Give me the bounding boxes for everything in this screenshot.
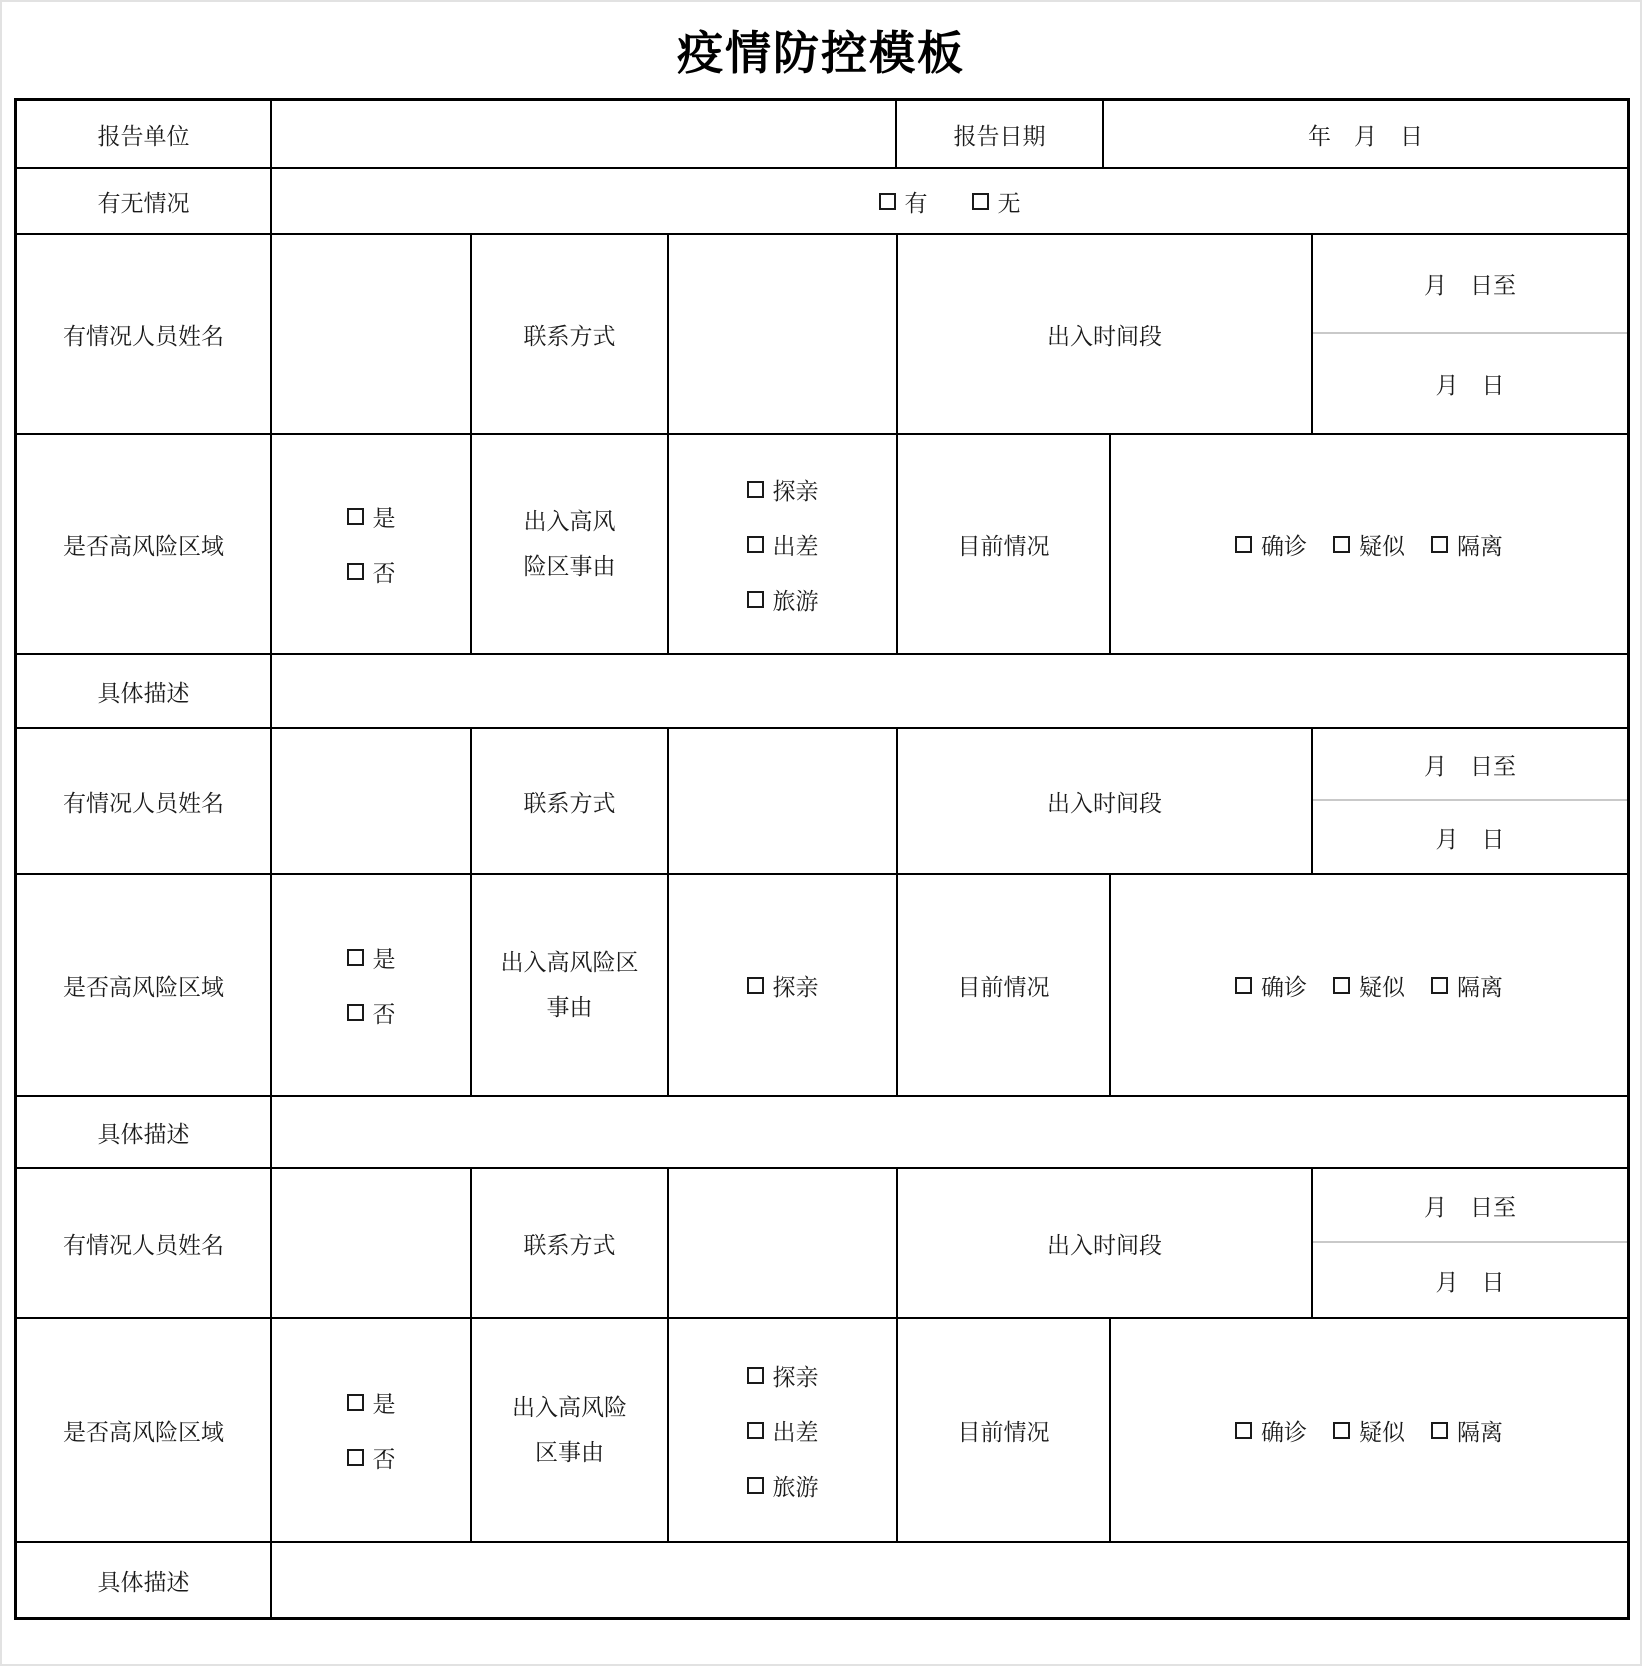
current-option-suspected[interactable]	[1333, 528, 1405, 561]
option-label: 是	[372, 505, 396, 531]
option-label: 疑似	[1359, 532, 1405, 559]
reason-options-cell	[667, 435, 896, 653]
checkbox-icon[interactable]	[972, 193, 989, 210]
period-to[interactable]: 月 日	[1435, 1268, 1505, 1295]
contact-label: 联系方式	[470, 729, 667, 873]
title-bar	[14, 2, 1628, 98]
current-option-isolated[interactable]	[1431, 528, 1503, 561]
period-to[interactable]: 月 日	[1435, 372, 1505, 398]
description-row	[17, 1095, 1627, 1167]
description-row	[17, 1541, 1627, 1617]
option-label: 探亲	[772, 1363, 819, 1390]
option-label: 是	[372, 946, 396, 972]
checkbox-icon[interactable]	[879, 193, 896, 210]
option-label: 确诊	[1261, 532, 1307, 559]
option-label: 探亲	[772, 477, 819, 504]
option-label: 旅游	[772, 587, 819, 614]
status-row	[17, 167, 1627, 233]
reason-label-line1: 出入高风险	[512, 1394, 627, 1421]
person-row	[17, 233, 1627, 433]
option-label: 隔离	[1457, 973, 1503, 1000]
reason-options-cell	[667, 1319, 896, 1541]
current-status-options-cell	[1109, 1319, 1627, 1541]
report-header-row	[17, 101, 1627, 167]
page-title: 疫情防控模板	[677, 27, 965, 79]
checkbox-icon[interactable]	[747, 977, 764, 994]
risk-option-no[interactable]	[347, 996, 396, 1029]
checkbox-icon[interactable]	[747, 591, 764, 608]
reason-options-cell	[667, 875, 896, 1095]
option-label: 出差	[772, 1418, 819, 1445]
description-row	[17, 653, 1627, 727]
period-from[interactable]: 月 日至	[1313, 1169, 1627, 1243]
person-name-label: 有情况人员姓名	[63, 789, 224, 816]
period-range-cell	[1311, 729, 1627, 873]
checkbox-icon[interactable]	[347, 563, 364, 580]
current-option-suspected[interactable]	[1333, 1414, 1405, 1447]
checkbox-icon[interactable]	[347, 508, 364, 525]
option-label: 出差	[772, 532, 819, 559]
current-option-isolated[interactable]	[1431, 969, 1503, 1002]
reason-option-visit[interactable]	[747, 473, 819, 506]
reason-option-travel[interactable]	[747, 1469, 819, 1502]
option-label: 确诊	[1261, 1418, 1307, 1445]
checkbox-icon[interactable]	[747, 481, 764, 498]
description-label: 具体描述	[97, 1568, 190, 1595]
risk-option-no[interactable]	[347, 555, 396, 588]
reason-label-line2: 险区事由	[523, 553, 616, 579]
option-label: 隔离	[1457, 532, 1503, 559]
reason-option-travel[interactable]	[747, 583, 819, 616]
checkbox-icon[interactable]	[1235, 536, 1252, 553]
person-row	[17, 1167, 1627, 1317]
person-name-input[interactable]	[270, 1169, 470, 1317]
risk-row	[17, 873, 1627, 1095]
person-name-label: 有情况人员姓名	[63, 1231, 224, 1258]
reason-option-visit[interactable]	[747, 1359, 819, 1392]
form-table	[14, 98, 1630, 1620]
description-input[interactable]	[270, 1543, 1627, 1617]
person-name-label: 有情况人员姓名	[63, 322, 224, 349]
checkbox-icon[interactable]	[747, 536, 764, 553]
current-status-label: 目前情况	[896, 435, 1109, 653]
person-name-input[interactable]	[270, 235, 470, 433]
option-label: 隔离	[1457, 1418, 1503, 1445]
risk-option-no[interactable]	[347, 1441, 396, 1474]
checkbox-icon[interactable]	[1235, 977, 1252, 994]
checkbox-icon[interactable]	[1431, 1422, 1448, 1439]
risk-option-yes[interactable]	[347, 941, 396, 974]
reason-option-visit[interactable]	[747, 969, 819, 1002]
period-range-cell	[1311, 1169, 1627, 1317]
option-label: 疑似	[1359, 1418, 1405, 1445]
current-status-options-cell	[1109, 435, 1627, 653]
risk-row	[17, 1317, 1627, 1541]
status-option-no[interactable]	[972, 185, 1021, 218]
period-label: 出入时间段	[896, 235, 1311, 433]
person-row	[17, 727, 1627, 873]
checkbox-icon[interactable]	[1333, 536, 1350, 553]
reason-label	[470, 435, 667, 653]
option-label: 旅游	[772, 1473, 819, 1500]
risk-option-yes[interactable]	[347, 1386, 396, 1419]
description-input[interactable]	[270, 655, 1627, 727]
reason-label-line1: 出入高风	[523, 508, 616, 535]
checkbox-icon[interactable]	[347, 1449, 364, 1466]
option-label: 确诊	[1261, 973, 1307, 1000]
checkbox-icon[interactable]	[347, 1394, 364, 1411]
risk-option-yes[interactable]	[347, 500, 396, 533]
checkbox-icon[interactable]	[1235, 1422, 1252, 1439]
current-option-confirmed[interactable]	[1235, 969, 1307, 1002]
period-label: 出入时间段	[896, 1169, 1311, 1317]
reason-label-line2: 区事由	[535, 1439, 604, 1465]
description-input[interactable]	[270, 1097, 1627, 1167]
report-date-input[interactable]: 年 月 日	[1102, 101, 1627, 167]
risk-yes-no-cell	[270, 875, 470, 1095]
period-label: 出入时间段	[896, 729, 1311, 873]
option-label: 无	[997, 189, 1021, 216]
description-label: 具体描述	[97, 1120, 190, 1147]
risk-yes-no-cell	[270, 435, 470, 653]
option-label: 探亲	[772, 973, 819, 1000]
period-to[interactable]: 月 日	[1435, 825, 1505, 852]
current-status-label: 目前情况	[896, 1319, 1109, 1541]
report-unit-input[interactable]	[270, 101, 895, 167]
checkbox-icon[interactable]	[1333, 1422, 1350, 1439]
current-option-confirmed[interactable]	[1235, 528, 1307, 561]
reason-option-business[interactable]	[747, 1414, 819, 1447]
risk-area-label: 是否高风险区域	[63, 1418, 224, 1445]
contact-input[interactable]	[667, 235, 896, 433]
checkbox-icon[interactable]	[1431, 536, 1448, 553]
status-label: 有无情况	[97, 189, 190, 216]
period-from[interactable]: 月 日至	[1313, 235, 1627, 334]
option-label: 否	[372, 1001, 396, 1027]
contact-input[interactable]	[667, 729, 896, 873]
option-label: 否	[372, 560, 396, 586]
checkbox-icon[interactable]	[347, 949, 364, 966]
period-range-cell	[1311, 235, 1627, 433]
report-date-label: 报告日期	[895, 101, 1102, 167]
risk-area-label: 是否高风险区域	[63, 532, 224, 559]
checkbox-icon[interactable]	[747, 1477, 764, 1494]
current-option-suspected[interactable]	[1333, 969, 1405, 1002]
risk-yes-no-cell	[270, 1319, 470, 1541]
checkbox-icon[interactable]	[1431, 977, 1448, 994]
option-label: 疑似	[1359, 973, 1405, 1000]
status-options-cell	[270, 169, 1627, 233]
report-unit-label: 报告单位	[97, 122, 190, 149]
contact-label: 联系方式	[470, 1169, 667, 1317]
checkbox-icon[interactable]	[1333, 977, 1350, 994]
risk-row	[17, 433, 1627, 653]
current-option-confirmed[interactable]	[1235, 1414, 1307, 1447]
option-label: 否	[372, 1446, 396, 1472]
risk-area-label: 是否高风险区域	[63, 973, 224, 1000]
checkbox-icon[interactable]	[747, 1422, 764, 1439]
current-status-label: 目前情况	[896, 875, 1109, 1095]
period-from[interactable]: 月 日至	[1313, 729, 1627, 801]
status-option-yes[interactable]	[879, 185, 928, 218]
description-label: 具体描述	[97, 679, 190, 706]
checkbox-icon[interactable]	[747, 1367, 764, 1384]
current-status-options-cell	[1109, 875, 1627, 1095]
reason-label	[470, 1319, 667, 1541]
option-label: 是	[372, 1391, 396, 1417]
person-name-input[interactable]	[270, 729, 470, 873]
reason-label-line2: 事由	[546, 994, 593, 1020]
current-option-isolated[interactable]	[1431, 1414, 1503, 1447]
reason-label-line1: 出入高风险区	[500, 949, 639, 976]
reason-label	[470, 875, 667, 1095]
contact-input[interactable]	[667, 1169, 896, 1317]
checkbox-icon[interactable]	[347, 1004, 364, 1021]
option-label: 有	[904, 189, 928, 216]
contact-label: 联系方式	[470, 235, 667, 433]
reason-option-business[interactable]	[747, 528, 819, 561]
